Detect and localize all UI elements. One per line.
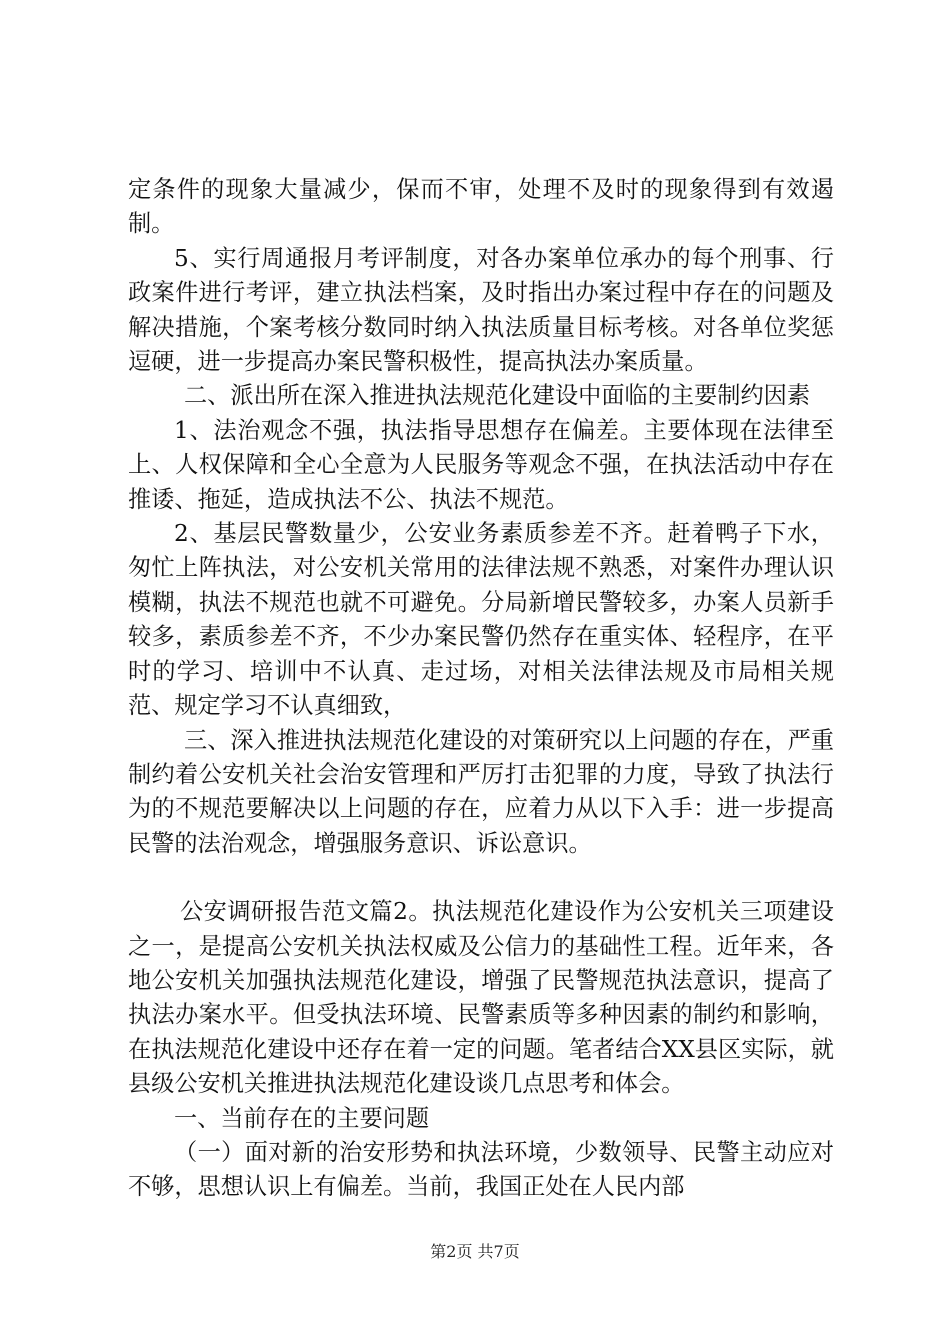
paragraph-continuation: 定条件的现象大量减少，保而不审，处理不及时的现象得到有效遏制。 <box>128 176 834 238</box>
page-number-footer: 第2页 共7页 <box>430 1242 520 1261</box>
section-heading-1: 一、当前存在的主要问题 <box>174 1104 430 1132</box>
paragraph-gap <box>128 861 834 895</box>
paragraph-item-1: 1、法治观念不强，执法指导思想存在偏差。主要体现在法律至上、人权保障和全心全意为人民服务等观念不强，在执法活动中存在推诿、拖延，造成执法不公、执法不规范。 <box>128 416 834 513</box>
section-heading-2: 二、派出所在深入推进执法规范化建设中面临的主要制约因素 <box>184 382 811 410</box>
article-intro-paragraph: 公安调研报告范文篇2。执法规范化建设作为公安机关三项建设之一，是提高公安机关执法权威及公信力的基础性工程。近年来，各地公安机关加强执法规范化建设，增强了民警规范执法意识，提高了执法办案水平。但受执法环境、民警素质等多种因素的制约和影响，在执法规范化建设中还存在着一定的问题。笔者结合XX县区实际，就县级公安机关推进执法规范化建设谈几点思考和体会。 <box>128 898 834 1098</box>
document-body <box>128 173 834 1205</box>
paragraph-subsection-1: （一）面对新的治安形势和执法环境，少数领导、民警主动应对不够，思想认识上有偏差。当前，我国正处在人民内部 <box>128 1138 834 1201</box>
paragraph-item-5: 5、实行周通报月考评制度，对各办案单位承办的每个刑事、行政案件进行考评，建立执法档案，及时指出办案过程中存在的问题及解决措施，个案考核分数同时纳入执法质量目标考核。对各单位奖惩逗硬，进一步提高办案民警积极性，提高执法办案质量。 <box>128 244 834 376</box>
paragraph-item-2: 2、基层民警数量少，公安业务素质参差不齐。赶着鸭子下水，匆忙上阵执法，对公安机关常用的法律法规不熟悉，对案件办理认识模糊，执法不规范也就不可避免。分局新增民警较多，办案人员新手较多，素质参差不齐，不少办案民警仍然存在重实体、轻程序，在平时的学习、培训中不认真、走过场，对相关法律法规及市局相关规范、规定学习不认真细致， <box>128 520 834 720</box>
section-heading-3: 三、深入推进执法规范化建设的对策研究以上问题的存在，严重制约着公安机关社会治安管理和严厉打击犯罪的力度，导致了执法行为的不规范要解决以上问题的存在，应着力从以下入手：进一步提高民警的法治观念，增强服务意识、诉讼意识。 <box>128 726 834 857</box>
